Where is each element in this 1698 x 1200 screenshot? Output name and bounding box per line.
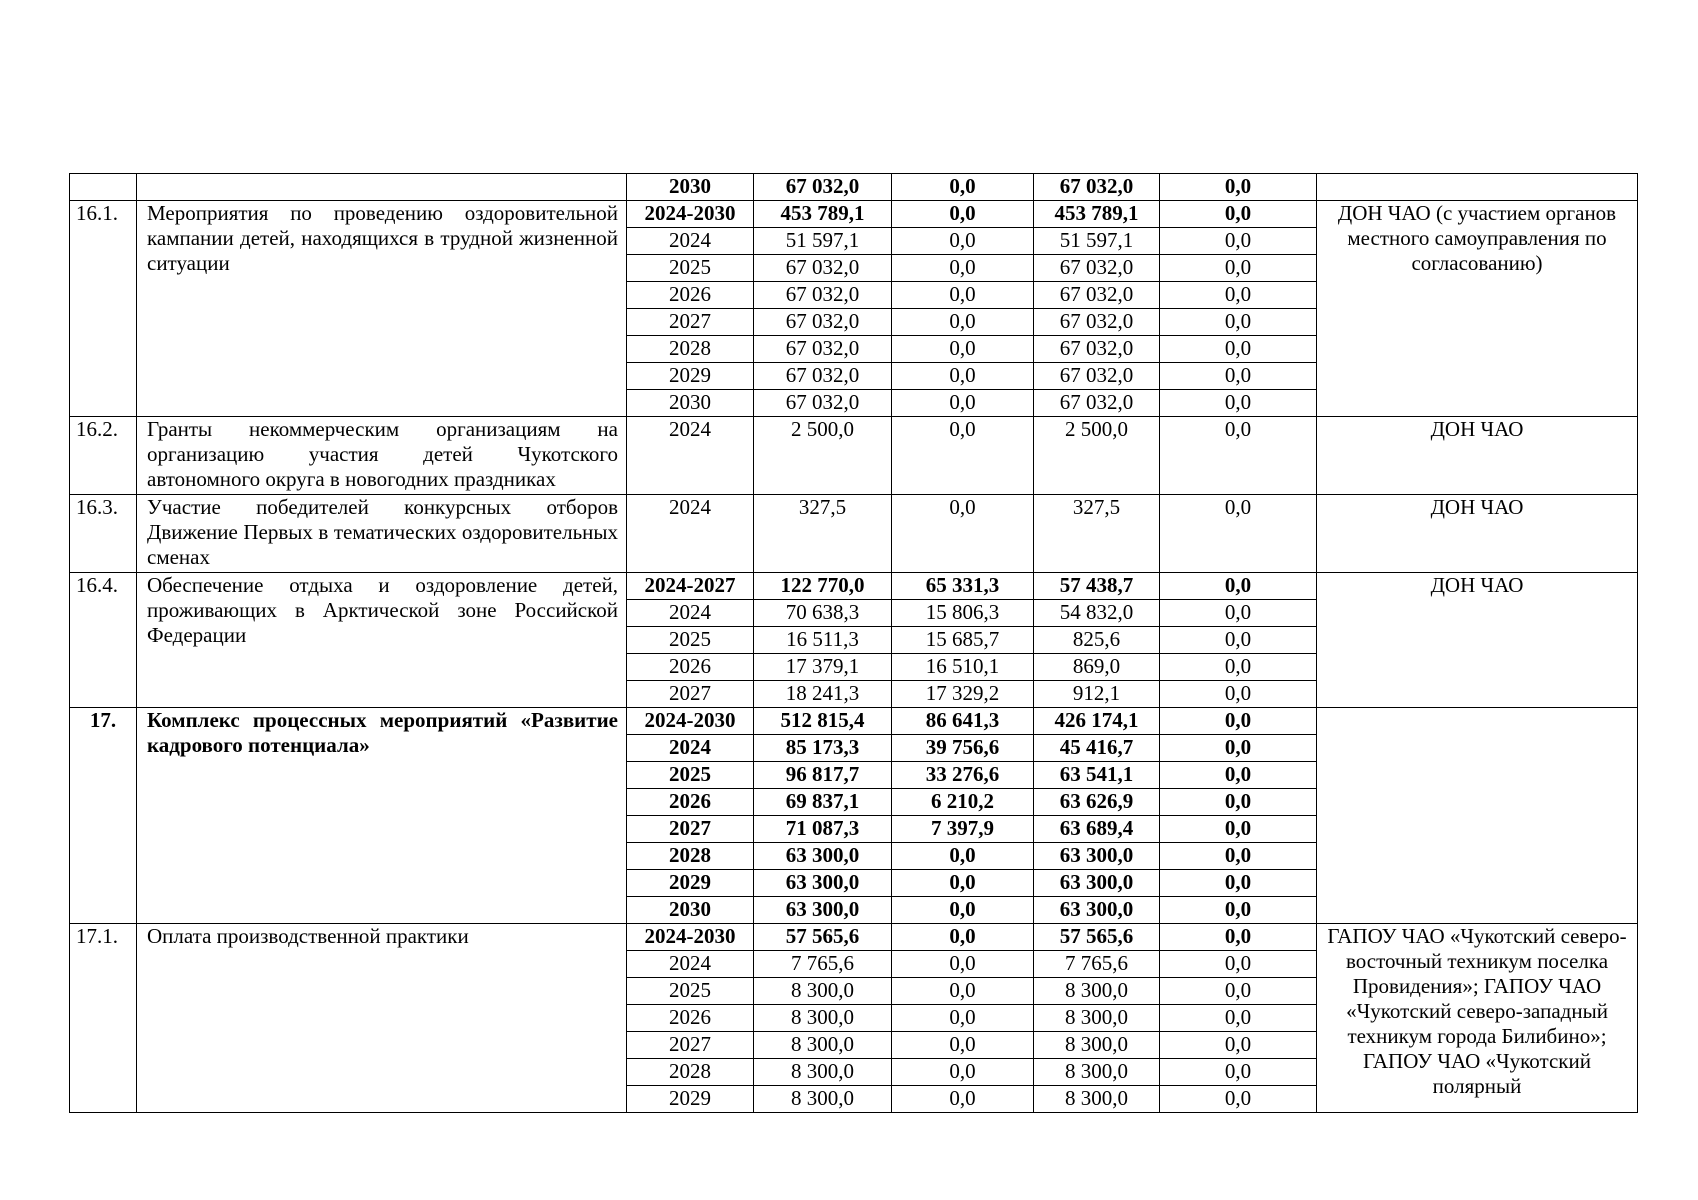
other-sources-cell: 0,0 xyxy=(1160,228,1317,255)
total-cell: 18 241,3 xyxy=(754,681,892,708)
period-cell: 2030 xyxy=(627,897,754,924)
total-cell: 8 300,0 xyxy=(754,1059,892,1086)
other-sources-cell: 0,0 xyxy=(1160,870,1317,897)
item-name: Участие победителей конкурсных отборов Движение Первых в тематических оздоровительных сменах xyxy=(137,495,627,573)
other-sources-cell: 0,0 xyxy=(1160,762,1317,789)
regional-budget-cell: 57 565,6 xyxy=(1034,924,1160,951)
total-cell: 7 765,6 xyxy=(754,951,892,978)
total-cell: 69 837,1 xyxy=(754,789,892,816)
other-sources-cell: 0,0 xyxy=(1160,417,1317,495)
other-sources-cell: 0,0 xyxy=(1160,978,1317,1005)
table-row xyxy=(70,201,1638,228)
regional-budget-cell: 54 832,0 xyxy=(1034,600,1160,627)
period-cell: 2026 xyxy=(627,654,754,681)
period-cell: 2027 xyxy=(627,309,754,336)
federal-budget-cell: 7 397,9 xyxy=(892,816,1034,843)
other-sources-cell: 0,0 xyxy=(1160,897,1317,924)
executor-cell: ДОН ЧАО xyxy=(1317,495,1638,573)
total-cell: 51 597,1 xyxy=(754,228,892,255)
regional-budget-cell: 8 300,0 xyxy=(1034,1005,1160,1032)
federal-budget-cell: 16 510,1 xyxy=(892,654,1034,681)
regional-budget-cell: 63 541,1 xyxy=(1034,762,1160,789)
federal-budget-cell: 39 756,6 xyxy=(892,735,1034,762)
period-cell: 2027 xyxy=(627,1032,754,1059)
regional-budget-cell: 67 032,0 xyxy=(1034,282,1160,309)
table-row xyxy=(70,495,1638,573)
period-cell: 2024-2027 xyxy=(627,573,754,600)
federal-budget-cell: 0,0 xyxy=(892,924,1034,951)
federal-budget-cell: 0,0 xyxy=(892,201,1034,228)
period-cell: 2027 xyxy=(627,816,754,843)
period-cell: 2024 xyxy=(627,951,754,978)
regional-budget-cell: 63 626,9 xyxy=(1034,789,1160,816)
other-sources-cell: 0,0 xyxy=(1160,255,1317,282)
total-cell: 512 815,4 xyxy=(754,708,892,735)
item-number: 16.4. xyxy=(70,573,137,708)
period-cell: 2026 xyxy=(627,789,754,816)
federal-budget-cell: 0,0 xyxy=(892,1032,1034,1059)
total-cell: 17 379,1 xyxy=(754,654,892,681)
regional-budget-cell: 426 174,1 xyxy=(1034,708,1160,735)
total-cell: 96 817,7 xyxy=(754,762,892,789)
period-cell: 2025 xyxy=(627,255,754,282)
budget-table-body xyxy=(70,174,1638,1113)
item-number: 16.3. xyxy=(70,495,137,573)
executor-cell: ДОН ЧАО (с участием органов местного самоуправления по согласованию) xyxy=(1317,201,1638,417)
period-cell: 2024 xyxy=(627,495,754,573)
period-cell: 2029 xyxy=(627,1086,754,1113)
period-cell: 2030 xyxy=(627,390,754,417)
total-cell: 85 173,3 xyxy=(754,735,892,762)
other-sources-cell: 0,0 xyxy=(1160,1032,1317,1059)
other-sources-cell: 0,0 xyxy=(1160,708,1317,735)
federal-budget-cell: 17 329,2 xyxy=(892,681,1034,708)
total-cell: 57 565,6 xyxy=(754,924,892,951)
period-cell: 2025 xyxy=(627,978,754,1005)
other-sources-cell: 0,0 xyxy=(1160,735,1317,762)
regional-budget-cell: 63 300,0 xyxy=(1034,870,1160,897)
regional-budget-cell: 63 689,4 xyxy=(1034,816,1160,843)
federal-budget-cell: 15 685,7 xyxy=(892,627,1034,654)
federal-budget-cell: 0,0 xyxy=(892,309,1034,336)
other-sources-cell: 0,0 xyxy=(1160,1005,1317,1032)
period-cell: 2026 xyxy=(627,282,754,309)
federal-budget-cell: 0,0 xyxy=(892,870,1034,897)
period-cell: 2029 xyxy=(627,363,754,390)
total-cell: 67 032,0 xyxy=(754,390,892,417)
federal-budget-cell: 33 276,6 xyxy=(892,762,1034,789)
period-cell: 2024 xyxy=(627,735,754,762)
regional-budget-cell: 51 597,1 xyxy=(1034,228,1160,255)
period-cell: 2024-2030 xyxy=(627,924,754,951)
period-cell: 2024 xyxy=(627,228,754,255)
table-row xyxy=(70,174,1638,201)
total-cell: 8 300,0 xyxy=(754,1005,892,1032)
federal-budget-cell: 0,0 xyxy=(892,174,1034,201)
executor-cell xyxy=(1317,708,1638,924)
total-cell: 453 789,1 xyxy=(754,201,892,228)
federal-budget-cell: 0,0 xyxy=(892,417,1034,495)
regional-budget-cell: 8 300,0 xyxy=(1034,1032,1160,1059)
total-cell: 67 032,0 xyxy=(754,363,892,390)
regional-budget-cell: 8 300,0 xyxy=(1034,1086,1160,1113)
other-sources-cell: 0,0 xyxy=(1160,789,1317,816)
regional-budget-cell: 8 300,0 xyxy=(1034,1059,1160,1086)
regional-budget-cell: 67 032,0 xyxy=(1034,390,1160,417)
federal-budget-cell: 0,0 xyxy=(892,255,1034,282)
period-cell: 2024-2030 xyxy=(627,201,754,228)
regional-budget-cell: 67 032,0 xyxy=(1034,309,1160,336)
federal-budget-cell: 15 806,3 xyxy=(892,600,1034,627)
federal-budget-cell: 0,0 xyxy=(892,897,1034,924)
executor-cell: ГАПОУ ЧАО «Чукотский северо-восточный техникум поселка Провидения»; ГАПОУ ЧАО «Чукотский северо-западный техникум города Билибино»; ГАПОУ ЧАО «Чукотский полярный xyxy=(1317,924,1638,1113)
regional-budget-cell: 8 300,0 xyxy=(1034,978,1160,1005)
total-cell: 71 087,3 xyxy=(754,816,892,843)
other-sources-cell: 0,0 xyxy=(1160,816,1317,843)
period-cell: 2024 xyxy=(627,417,754,495)
total-cell: 67 032,0 xyxy=(754,309,892,336)
item-number xyxy=(70,174,137,201)
total-cell: 67 032,0 xyxy=(754,174,892,201)
regional-budget-cell: 57 438,7 xyxy=(1034,573,1160,600)
item-name: Оплата производственной практики xyxy=(137,924,627,1113)
regional-budget-cell: 67 032,0 xyxy=(1034,255,1160,282)
other-sources-cell: 0,0 xyxy=(1160,600,1317,627)
other-sources-cell: 0,0 xyxy=(1160,843,1317,870)
other-sources-cell: 0,0 xyxy=(1160,627,1317,654)
period-cell: 2025 xyxy=(627,627,754,654)
total-cell: 8 300,0 xyxy=(754,1086,892,1113)
item-number: 17. xyxy=(70,708,137,924)
budget-table xyxy=(69,173,1638,1113)
federal-budget-cell: 0,0 xyxy=(892,1059,1034,1086)
federal-budget-cell: 86 641,3 xyxy=(892,708,1034,735)
other-sources-cell: 0,0 xyxy=(1160,951,1317,978)
executor-cell: ДОН ЧАО xyxy=(1317,417,1638,495)
total-cell: 2 500,0 xyxy=(754,417,892,495)
federal-budget-cell: 65 331,3 xyxy=(892,573,1034,600)
federal-budget-cell: 0,0 xyxy=(892,390,1034,417)
item-name xyxy=(137,174,627,201)
federal-budget-cell: 6 210,2 xyxy=(892,789,1034,816)
federal-budget-cell: 0,0 xyxy=(892,1005,1034,1032)
other-sources-cell: 0,0 xyxy=(1160,336,1317,363)
total-cell: 70 638,3 xyxy=(754,600,892,627)
total-cell: 8 300,0 xyxy=(754,978,892,1005)
total-cell: 16 511,3 xyxy=(754,627,892,654)
item-name: Обеспечение отдыха и оздоровление детей, проживающих в Арктической зоне Российской Федерации xyxy=(137,573,627,708)
table-row xyxy=(70,573,1638,600)
period-cell: 2026 xyxy=(627,1005,754,1032)
federal-budget-cell: 0,0 xyxy=(892,951,1034,978)
period-cell: 2025 xyxy=(627,762,754,789)
regional-budget-cell: 869,0 xyxy=(1034,654,1160,681)
federal-budget-cell: 0,0 xyxy=(892,843,1034,870)
other-sources-cell: 0,0 xyxy=(1160,924,1317,951)
other-sources-cell: 0,0 xyxy=(1160,390,1317,417)
period-cell: 2027 xyxy=(627,681,754,708)
other-sources-cell: 0,0 xyxy=(1160,1059,1317,1086)
period-cell: 2024 xyxy=(627,600,754,627)
item-name: Гранты некоммерческим организациям на организацию участия детей Чукотского автономного округа в новогодних праздниках xyxy=(137,417,627,495)
federal-budget-cell: 0,0 xyxy=(892,336,1034,363)
item-number: 16.1. xyxy=(70,201,137,417)
federal-budget-cell: 0,0 xyxy=(892,282,1034,309)
regional-budget-cell: 67 032,0 xyxy=(1034,336,1160,363)
regional-budget-cell: 825,6 xyxy=(1034,627,1160,654)
total-cell: 67 032,0 xyxy=(754,255,892,282)
item-name: Комплекс процессных мероприятий «Развитие кадрового потенциала» xyxy=(137,708,627,924)
regional-budget-cell: 912,1 xyxy=(1034,681,1160,708)
executor-cell: ДОН ЧАО xyxy=(1317,573,1638,708)
other-sources-cell: 0,0 xyxy=(1160,495,1317,573)
federal-budget-cell: 0,0 xyxy=(892,978,1034,1005)
table-row xyxy=(70,924,1638,951)
total-cell: 8 300,0 xyxy=(754,1032,892,1059)
federal-budget-cell: 0,0 xyxy=(892,228,1034,255)
period-cell: 2028 xyxy=(627,843,754,870)
total-cell: 63 300,0 xyxy=(754,843,892,870)
regional-budget-cell: 45 416,7 xyxy=(1034,735,1160,762)
other-sources-cell: 0,0 xyxy=(1160,654,1317,681)
period-cell: 2028 xyxy=(627,1059,754,1086)
other-sources-cell: 0,0 xyxy=(1160,681,1317,708)
executor-cell xyxy=(1317,174,1638,201)
federal-budget-cell: 0,0 xyxy=(892,363,1034,390)
other-sources-cell: 0,0 xyxy=(1160,174,1317,201)
other-sources-cell: 0,0 xyxy=(1160,1086,1317,1113)
item-number: 16.2. xyxy=(70,417,137,495)
table-row xyxy=(70,417,1638,495)
period-cell: 2024-2030 xyxy=(627,708,754,735)
total-cell: 67 032,0 xyxy=(754,282,892,309)
regional-budget-cell: 67 032,0 xyxy=(1034,363,1160,390)
period-cell: 2029 xyxy=(627,870,754,897)
total-cell: 63 300,0 xyxy=(754,870,892,897)
federal-budget-cell: 0,0 xyxy=(892,495,1034,573)
other-sources-cell: 0,0 xyxy=(1160,282,1317,309)
total-cell: 122 770,0 xyxy=(754,573,892,600)
other-sources-cell: 0,0 xyxy=(1160,363,1317,390)
regional-budget-cell: 63 300,0 xyxy=(1034,843,1160,870)
regional-budget-cell: 63 300,0 xyxy=(1034,897,1160,924)
total-cell: 67 032,0 xyxy=(754,336,892,363)
other-sources-cell: 0,0 xyxy=(1160,201,1317,228)
regional-budget-cell: 2 500,0 xyxy=(1034,417,1160,495)
period-cell: 2030 xyxy=(627,174,754,201)
other-sources-cell: 0,0 xyxy=(1160,573,1317,600)
federal-budget-cell: 0,0 xyxy=(892,1086,1034,1113)
regional-budget-cell: 67 032,0 xyxy=(1034,174,1160,201)
total-cell: 63 300,0 xyxy=(754,897,892,924)
total-cell: 327,5 xyxy=(754,495,892,573)
item-name: Мероприятия по проведению оздоровительной кампании детей, находящихся в трудной жизненной ситуации xyxy=(137,201,627,417)
table-row xyxy=(70,708,1638,735)
other-sources-cell: 0,0 xyxy=(1160,309,1317,336)
regional-budget-cell: 7 765,6 xyxy=(1034,951,1160,978)
regional-budget-cell: 327,5 xyxy=(1034,495,1160,573)
period-cell: 2028 xyxy=(627,336,754,363)
regional-budget-cell: 453 789,1 xyxy=(1034,201,1160,228)
item-number: 17.1. xyxy=(70,924,137,1113)
